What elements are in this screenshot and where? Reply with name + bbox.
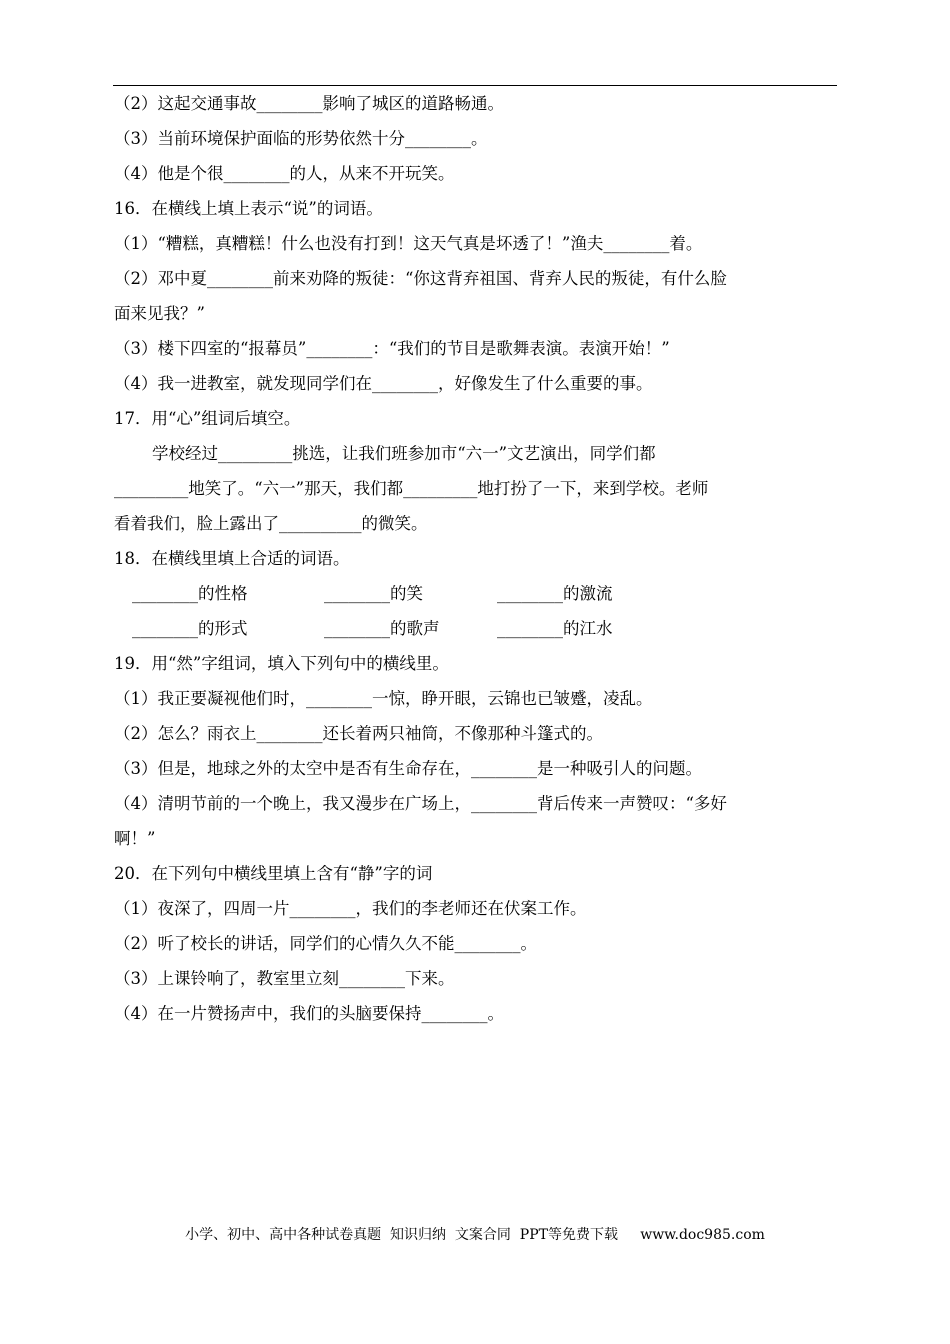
page-footer: 小学、初中、高中各种试卷真题 知识归纳 文案合同 PPT等免费下载 www.doc985.com bbox=[185, 1227, 765, 1243]
q18-cell: ________的激流 bbox=[497, 584, 613, 603]
q20-item-2: （2）听了校长的讲话，同学们的心情久久不能________。 bbox=[114, 934, 537, 953]
q19-item-4-cont: 啊！” bbox=[114, 829, 156, 848]
q18-cell: ________的江水 bbox=[497, 619, 613, 638]
q19-item-1: （1）我正要凝视他们时，________一惊，睁开眼，云锦也已皱蹙，凌乱。 bbox=[114, 689, 653, 708]
q18-row-1 bbox=[114, 576, 838, 611]
q15-item-4: （4）他是个很________的人，从来不开玩笑。 bbox=[114, 164, 455, 183]
q16-item-1: （1）“糟糕，真糟糕！什么也没有打到！这天气真是坏透了！”渔夫________着。 bbox=[114, 234, 703, 253]
q18-cell: ________的形式 bbox=[132, 619, 248, 638]
q16-item-3: （3）楼下四室的“报幕员”________：“我们的节目是歌舞表演。表演开始！” bbox=[114, 339, 670, 358]
q18-cell: ________的性格 bbox=[132, 584, 248, 603]
q18-cell: ________的歌声 bbox=[324, 619, 440, 638]
q20-item-1: （1）夜深了，四周一片________，我们的李老师还在伏案工作。 bbox=[114, 899, 587, 918]
q15-item-3: （3）当前环境保护面临的形势依然十分________。 bbox=[114, 129, 488, 148]
q19-item-4: （4）清明节前的一个晚上，我又漫步在广场上，________背后传来一声赞叹：“多好 bbox=[114, 794, 727, 813]
q17-paragraph-line-3: 看着我们，脸上露出了__________的微笑。 bbox=[114, 514, 428, 533]
q19-item-2: （2）怎么？雨衣上________还长着两只袖筒，不像那种斗篷式的。 bbox=[114, 724, 603, 743]
q15-item-2: （2）这起交通事故________影响了城区的道路畅通。 bbox=[114, 94, 504, 113]
q16-item-2: （2）邓中夏________前来劝降的叛徒：“你这背弃祖国、背弃人民的叛徒，有什么脸 bbox=[114, 269, 727, 288]
q20-heading: 20．在下列句中横线里填上含有“静”字的词 bbox=[114, 864, 433, 883]
q16-heading: 16．在横线上填上表示“说”的词语。 bbox=[114, 199, 383, 218]
q16-item-4: （4）我一进教室，就发现同学们在________，好像发生了什么重要的事。 bbox=[114, 374, 653, 393]
q17-paragraph-line-1: 学校经过_________挑选，让我们班参加市“六一”文艺演出，同学们都 bbox=[152, 444, 656, 463]
q17-heading: 17．用“心”组词后填空。 bbox=[114, 409, 301, 428]
q18-row-2 bbox=[114, 611, 838, 646]
worksheet-content bbox=[114, 86, 838, 1031]
q19-heading: 19．用“然”字组词，填入下列句中的横线里。 bbox=[114, 654, 449, 673]
q16-item-2-cont: 面来见我？” bbox=[114, 304, 205, 323]
q20-item-4: （4）在一片赞扬声中，我们的头脑要保持________。 bbox=[114, 1004, 504, 1023]
q17-paragraph-line-2: _________地笑了。“六一”那天，我们都_________地打扮了一下，来到学校。老师 bbox=[114, 479, 709, 498]
q20-item-3: （3）上课铃响了，教室里立刻________下来。 bbox=[114, 969, 455, 988]
q18-heading: 18．在横线里填上合适的词语。 bbox=[114, 549, 350, 568]
q18-cell: ________的笑 bbox=[324, 584, 423, 603]
q19-item-3: （3）但是，地球之外的太空中是否有生命存在，________是一种吸引人的问题。 bbox=[114, 759, 702, 778]
